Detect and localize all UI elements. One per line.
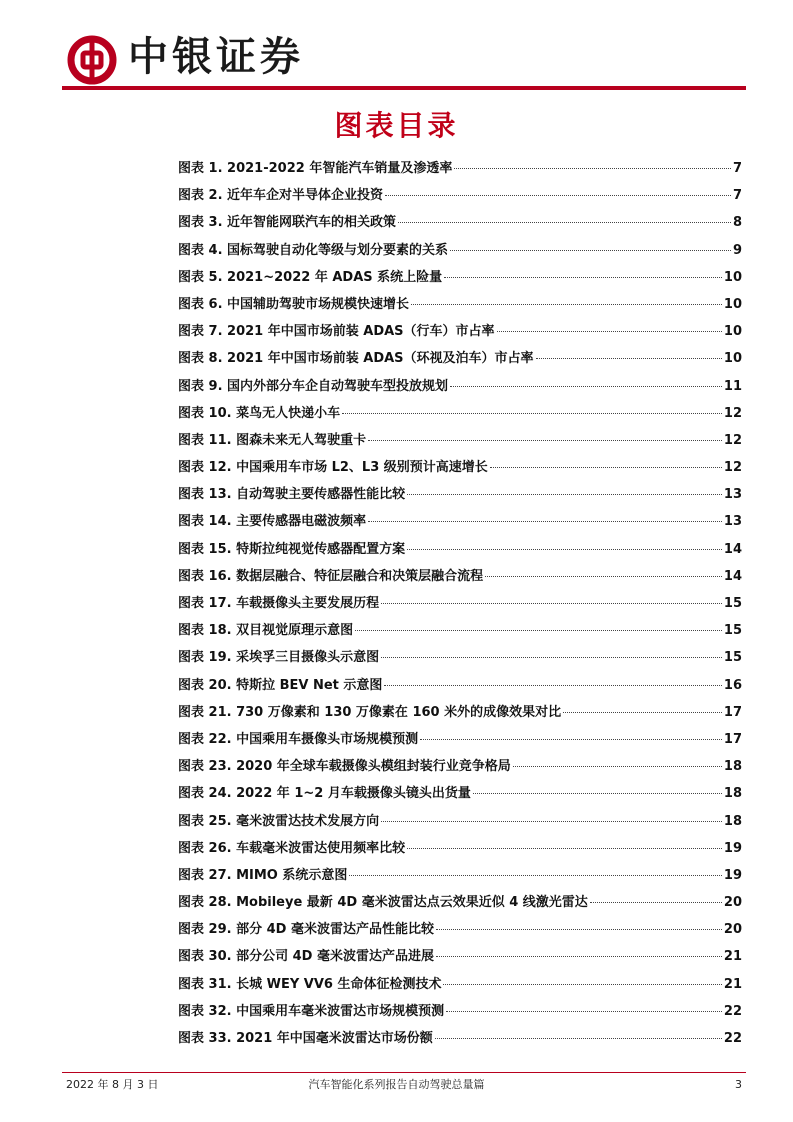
page-header [0, 0, 793, 95]
toc-entry-page: 14 [723, 568, 742, 584]
toc-entry-page: 15 [723, 596, 742, 611]
toc-entry-page: 17 [723, 704, 742, 720]
toc-entry[interactable] [178, 157, 742, 184]
toc-entry[interactable] [178, 375, 742, 402]
toc-entry[interactable] [178, 891, 742, 918]
toc-entry[interactable] [178, 864, 742, 891]
toc-entry-label: 图表 22. 中国乘用车摄像头市场规模预测 [178, 731, 419, 747]
toc-leader-dots [485, 576, 722, 577]
company-name: 中银证券 [128, 33, 304, 80]
toc-entry-label: 图表 31. 长城 WEY VV6 生命体征检测技术 [178, 976, 442, 992]
toc-entry-page: 13 [723, 487, 742, 503]
toc-entry-page: 12 [723, 405, 742, 421]
toc-leader-dots [385, 195, 731, 196]
toc-entry[interactable] [178, 320, 742, 347]
toc-leader-dots [446, 1011, 722, 1012]
toc-leader-dots [398, 222, 731, 223]
toc-entry-label: 图表 28. Mobileye 最新 4D 毫米波雷达点云效果近似 4 线激光雷达 [178, 895, 588, 911]
toc-entry-page: 12 [723, 460, 742, 476]
toc-entry-label: 图表 4. 国标驾驶自动化等级与划分要素的关系 [178, 242, 449, 258]
footer-report-title: 汽车智能化系列报告自动驾驶总量篇 [308, 1078, 485, 1091]
toc-leader-dots [490, 467, 722, 468]
toc-entry-label: 图表 20. 特斯拉 BEV Net 示意图 [178, 677, 383, 693]
toc-entry-label: 图表 29. 部分 4D 毫米波雷达产品性能比较 [178, 922, 434, 938]
toc-entry-page: 16 [723, 677, 742, 693]
toc-entry[interactable] [178, 619, 742, 646]
toc-entry-label: 图表 23. 2020 年全球车载摄像头模组封装行业竞争格局 [178, 759, 511, 775]
toc-leader-dots [436, 929, 722, 930]
toc-entry[interactable] [178, 538, 742, 565]
toc-entry-page: 17 [723, 731, 742, 747]
toc-entry-page: 21 [723, 976, 742, 992]
page-title: 图表目录 [334, 109, 459, 142]
toc-entry[interactable] [178, 211, 742, 238]
toc-entry[interactable] [178, 565, 742, 592]
toc-entry-label: 图表 18. 双目视觉原理示意图 [178, 623, 354, 639]
toc-entry[interactable] [178, 456, 742, 483]
toc-entry-label: 图表 15. 特斯拉纯视觉传感器配置方案 [178, 541, 406, 557]
toc-entry-page: 10 [723, 296, 742, 312]
toc-leader-dots [368, 440, 722, 441]
toc-entry-page: 13 [723, 514, 742, 530]
toc-entry[interactable] [178, 1000, 742, 1027]
toc-entry-label: 图表 26. 车载毫米波雷达使用频率比较 [178, 840, 406, 856]
toc-entry-page: 19 [723, 840, 742, 856]
toc-entry-label: 图表 33. 2021 年中国毫米波雷达市场份额 [178, 1031, 433, 1046]
toc-leader-dots [450, 250, 731, 251]
toc-leader-dots [381, 657, 722, 658]
toc-entry-label: 图表 6. 中国辅助驾驶市场规模快速增长 [178, 296, 410, 312]
toc-leader-dots [443, 984, 721, 985]
toc-entry[interactable] [178, 402, 742, 429]
toc-entry-label: 图表 2. 近年车企对半导体企业投资 [178, 188, 384, 204]
toc-entry-page: 11 [723, 378, 742, 394]
toc-entry-page: 12 [723, 432, 742, 448]
toc-entry-page: 22 [723, 1003, 742, 1019]
toc-leader-dots [435, 1038, 722, 1039]
toc-entry-page: 19 [723, 867, 742, 883]
toc-entry-label: 图表 24. 2022 年 1~2 月车载摄像头镜头出货量 [178, 786, 471, 802]
toc-entry-page: 21 [723, 949, 742, 965]
toc-entry[interactable] [178, 918, 742, 945]
toc-entry[interactable] [178, 592, 742, 619]
toc-entry-label: 图表 7. 2021 年中国市场前装 ADAS（行车）市占率 [178, 324, 495, 340]
toc-leader-dots [436, 956, 722, 957]
toc-entry-page: 8 [732, 215, 742, 231]
toc-leader-dots [342, 413, 722, 414]
toc-entry[interactable] [178, 945, 742, 972]
footer-divider [62, 1072, 746, 1073]
table-of-figures [178, 157, 742, 1054]
toc-leader-dots [384, 685, 721, 686]
footer-page-number: 3 [735, 1078, 742, 1091]
toc-entry-label: 图表 3. 近年智能网联汽车的相关政策 [178, 215, 397, 231]
toc-entry-label: 图表 32. 中国乘用车毫米波雷达市场规模预测 [178, 1003, 445, 1019]
toc-entry[interactable] [178, 837, 742, 864]
toc-entry[interactable] [178, 973, 742, 1000]
toc-entry-label: 图表 17. 车载摄像头主要发展历程 [178, 596, 380, 611]
toc-entry-label: 图表 11. 图森未来无人驾驶重卡 [178, 432, 367, 448]
toc-leader-dots [420, 739, 722, 740]
toc-entry-label: 图表 27. MIMO 系统示意图 [178, 867, 348, 883]
toc-entry-label: 图表 16. 数据层融合、特征层融合和决策层融合流程 [178, 568, 484, 584]
toc-leader-dots [473, 793, 722, 794]
toc-leader-dots [407, 494, 722, 495]
toc-entry-label: 图表 13. 自动驾驶主要传感器性能比较 [178, 487, 406, 503]
toc-leader-dots [381, 821, 722, 822]
toc-entry-page: 18 [723, 813, 742, 829]
toc-leader-dots [368, 521, 722, 522]
toc-entry-page: 10 [723, 351, 742, 367]
toc-leader-dots [381, 603, 722, 604]
toc-entry[interactable] [178, 347, 742, 374]
toc-leader-dots [563, 712, 722, 713]
toc-leader-dots [454, 168, 731, 169]
toc-entry[interactable] [178, 184, 742, 211]
toc-leader-dots [349, 875, 722, 876]
toc-entry-label: 图表 5. 2021~2022 年 ADAS 系统上险量 [178, 269, 443, 285]
toc-entry[interactable] [178, 483, 742, 510]
toc-leader-dots [450, 386, 722, 387]
toc-entry-label: 图表 9. 国内外部分车企自动驾驶车型投放规划 [178, 378, 449, 394]
toc-leader-dots [407, 848, 722, 849]
toc-entry[interactable] [178, 701, 742, 728]
toc-entry-page: 7 [732, 161, 742, 176]
toc-entry-label: 图表 14. 主要传感器电磁波频率 [178, 514, 367, 530]
toc-entry-page: 10 [723, 269, 742, 285]
toc-entry-label: 图表 25. 毫米波雷达技术发展方向 [178, 813, 380, 829]
toc-leader-dots [590, 902, 722, 903]
toc-entry[interactable] [178, 646, 742, 673]
toc-entry-label: 图表 21. 730 万像素和 130 万像素在 160 米外的成像效果对比 [178, 704, 562, 720]
toc-entry-page: 15 [723, 623, 742, 639]
toc-entry-page: 15 [723, 650, 742, 666]
toc-leader-dots [497, 331, 722, 332]
toc-entry-page: 18 [723, 759, 742, 775]
toc-leader-dots [444, 277, 722, 278]
toc-entry-label: 图表 8. 2021 年中国市场前装 ADAS（环视及泊车）市占率 [178, 351, 534, 367]
toc-entry[interactable] [178, 510, 742, 537]
toc-entry-page: 9 [732, 242, 742, 258]
toc-entry-page: 20 [723, 895, 742, 911]
toc-leader-dots [536, 358, 722, 359]
toc-entry[interactable] [178, 1027, 742, 1054]
toc-entry[interactable] [178, 755, 742, 782]
toc-entry[interactable] [178, 293, 742, 320]
toc-leader-dots [355, 630, 722, 631]
toc-leader-dots [411, 304, 722, 305]
toc-entry[interactable] [178, 266, 742, 293]
bank-of-china-logo-icon [66, 34, 118, 86]
toc-entry-label: 图表 19. 采埃孚三目摄像头示意图 [178, 650, 380, 666]
header-divider [62, 86, 746, 90]
toc-entry-page: 10 [723, 324, 742, 340]
toc-entry-label: 图表 10. 菜鸟无人快递小车 [178, 405, 341, 421]
toc-entry-page: 20 [723, 922, 742, 938]
toc-entry[interactable] [178, 728, 742, 755]
toc-entry-page: 22 [723, 1031, 742, 1046]
toc-entry-page: 7 [732, 188, 742, 204]
toc-entry-page: 18 [723, 786, 742, 802]
toc-leader-dots [407, 549, 722, 550]
toc-entry[interactable] [178, 674, 742, 701]
toc-entry[interactable] [178, 782, 742, 809]
toc-entry[interactable] [178, 239, 742, 266]
toc-entry-label: 图表 12. 中国乘用车市场 L2、L3 级别预计高速增长 [178, 460, 488, 476]
toc-entry-label: 图表 30. 部分公司 4D 毫米波雷达产品进展 [178, 949, 434, 965]
toc-entry-page: 14 [723, 541, 742, 557]
toc-leader-dots [513, 766, 722, 767]
toc-entry[interactable] [178, 810, 742, 837]
toc-entry-label: 图表 1. 2021-2022 年智能汽车销量及渗透率 [178, 161, 453, 176]
toc-entry[interactable] [178, 429, 742, 456]
footer-date: 2022 年 8 月 3 日 [66, 1078, 159, 1091]
